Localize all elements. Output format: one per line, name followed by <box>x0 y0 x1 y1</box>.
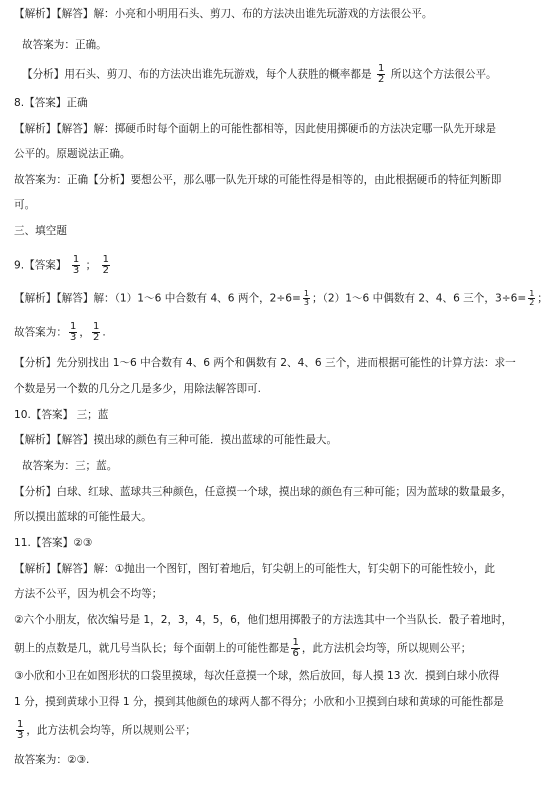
text-segment: 可。 <box>14 199 36 211</box>
text-line <box>14 586 550 602</box>
fraction <box>377 64 385 85</box>
text-segment: 【分析】先分别找出 1～6 中合数有 4、6 两个和偶数有 2、4、6 三个，进而根据可能性的计算方法：求一 <box>14 357 516 369</box>
text-segment: 【分析】白球、红球、蓝球共三种颜色，任意摸一个球，摸出球的颜色有三种可能；因为蓝球的数量最多， <box>14 486 512 498</box>
fraction-numerator: 1 <box>303 289 309 298</box>
fraction <box>102 255 110 276</box>
text-segment: 朝上的点数是几，就几号当队长；每个面朝上的可能性都是 <box>14 642 290 655</box>
text-segment: 8.【答案】正确 <box>14 97 88 109</box>
text-segment: . <box>102 326 106 339</box>
fraction <box>303 290 310 307</box>
text-segment: ②六个小朋友，依次编号是 1，2，3，4，5，6，他们想用掷骰子的方法选其中一个当队长．骰子着地时， <box>14 614 513 626</box>
text-segment: ；（2）1～6 中偶数有 2、4、6 三个，3÷6= <box>312 292 527 305</box>
text-line <box>14 290 550 307</box>
fraction <box>72 255 80 276</box>
text-segment: 故答案为：正确【分析】要想公平，那么哪一队先开球的可能性得是相等的，由此根据硬币的特征判断即 <box>14 174 502 186</box>
text-segment: 【解析】【解答】解：小亮和小明用石头、剪刀、布的方法决出谁先玩游戏的方法很公平。 <box>14 8 433 20</box>
text-segment: 11.【答案】②③ <box>14 537 93 549</box>
fraction-denominator: 2 <box>102 265 109 276</box>
fraction <box>291 638 299 659</box>
text-line <box>14 172 550 188</box>
text-line <box>22 458 550 474</box>
text-segment: 所以摸出蓝球的可能性最大。 <box>14 511 152 523</box>
text-line <box>22 37 550 53</box>
text-line <box>14 6 550 22</box>
text-segment: 1 分，摸到黄球小卫得 1 分，摸到其他颜色的球两人都不得分；小欣和小卫摸到白球和黄球的可能性都是 <box>14 696 504 708</box>
text-line <box>14 668 550 684</box>
text-line <box>14 509 550 525</box>
text-segment: 【解析】【解答】解：（1）1～6 中合数有 4、6 两个，2÷6= <box>14 292 301 305</box>
text-line <box>14 561 550 577</box>
text-line <box>14 752 550 768</box>
text-segment: 公平的。原题说法正确。 <box>14 148 131 160</box>
fraction-numerator: 1 <box>72 254 80 265</box>
text-line <box>14 694 550 710</box>
separator: ； <box>85 259 97 272</box>
text-segment: ③小欣和小卫在如图形状的口袋里摸球，每次任意摸一个球，然后放回，每人摸 13 次．摸到白球小欣得 <box>14 670 500 682</box>
fraction-denominator: 2 <box>377 74 385 85</box>
fraction-denominator: 2 <box>529 298 535 307</box>
text-line <box>22 64 550 85</box>
text-line <box>14 95 550 111</box>
fraction-denominator: 2 <box>92 332 100 343</box>
text-segment: 【解析】【解答】解：掷硬币时每个面朝上的可能性都相等，因此使用掷硬币的方法决定哪一队先开球是 <box>14 123 497 135</box>
text-segment: 三、填空题 <box>14 225 67 237</box>
text-line <box>14 407 550 423</box>
fraction-numerator: 1 <box>102 254 109 265</box>
text-segment: ， <box>79 326 90 339</box>
fraction-numerator: 1 <box>377 63 385 74</box>
text-segment: 故答案为：三；蓝。 <box>22 460 118 472</box>
text-line <box>14 355 550 371</box>
text-segment: 方法不公平，因为机会不均等； <box>14 588 163 600</box>
fraction-numerator: 1 <box>529 289 535 298</box>
fraction-denominator: 3 <box>72 265 80 276</box>
fraction-denominator: 3 <box>17 730 24 741</box>
fraction-numerator: 1 <box>17 719 24 730</box>
fraction <box>528 290 535 307</box>
text-line <box>14 322 550 343</box>
fraction-denominator: 3 <box>303 298 309 307</box>
text-segment: 9.【答案】 <box>14 259 67 272</box>
fraction-numerator: 1 <box>292 637 299 648</box>
text-line <box>14 432 550 448</box>
text-segment: 10.【答案】 三；蓝 <box>14 409 109 421</box>
text-line <box>14 484 550 500</box>
text-segment: 故答案为： <box>14 326 67 339</box>
text-segment: ，此方法机会均等，所以规则公平； <box>26 724 196 737</box>
section-heading <box>14 223 550 239</box>
text-segment: 【解析】【解答】摸出球的颜色有三种可能．摸出蓝球的可能性最大。 <box>14 434 338 446</box>
text-segment: 故答案为：②③. <box>14 754 90 766</box>
fraction <box>92 322 100 343</box>
text-line <box>14 612 550 628</box>
fraction <box>69 322 77 343</box>
text-segment: 个数是另一个数的几分之几是多少，用除法解答即可. <box>14 383 262 395</box>
fraction-numerator: 1 <box>92 321 100 332</box>
text-line <box>14 381 550 397</box>
text-line <box>14 535 550 551</box>
text-line <box>14 197 550 213</box>
text-line <box>14 638 550 659</box>
text-line <box>14 121 550 137</box>
text-segment: 【分析】用石头、剪刀、布的方法决出谁先玩游戏，每个人获胜的概率都是 <box>22 68 372 81</box>
text-segment: ，此方法机会均等，所以规则公平； <box>301 642 472 655</box>
fraction <box>16 720 24 741</box>
text-line <box>14 146 550 162</box>
text-segment: 所以这个方法很公平。 <box>390 68 497 81</box>
text-segment: ； <box>537 292 548 305</box>
text-line <box>14 255 550 276</box>
fraction-numerator: 1 <box>69 321 77 332</box>
text-segment: 故答案为：正确。 <box>22 39 107 51</box>
fraction-denominator: 6 <box>292 648 299 659</box>
fraction-denominator: 3 <box>69 332 77 343</box>
text-line <box>14 720 550 741</box>
text-segment: 【解析】【解答】解：①抛出一个图钉，图钉着地后，钉尖朝上的可能性大，钉尖朝下的可能性较小，此 <box>14 563 495 575</box>
